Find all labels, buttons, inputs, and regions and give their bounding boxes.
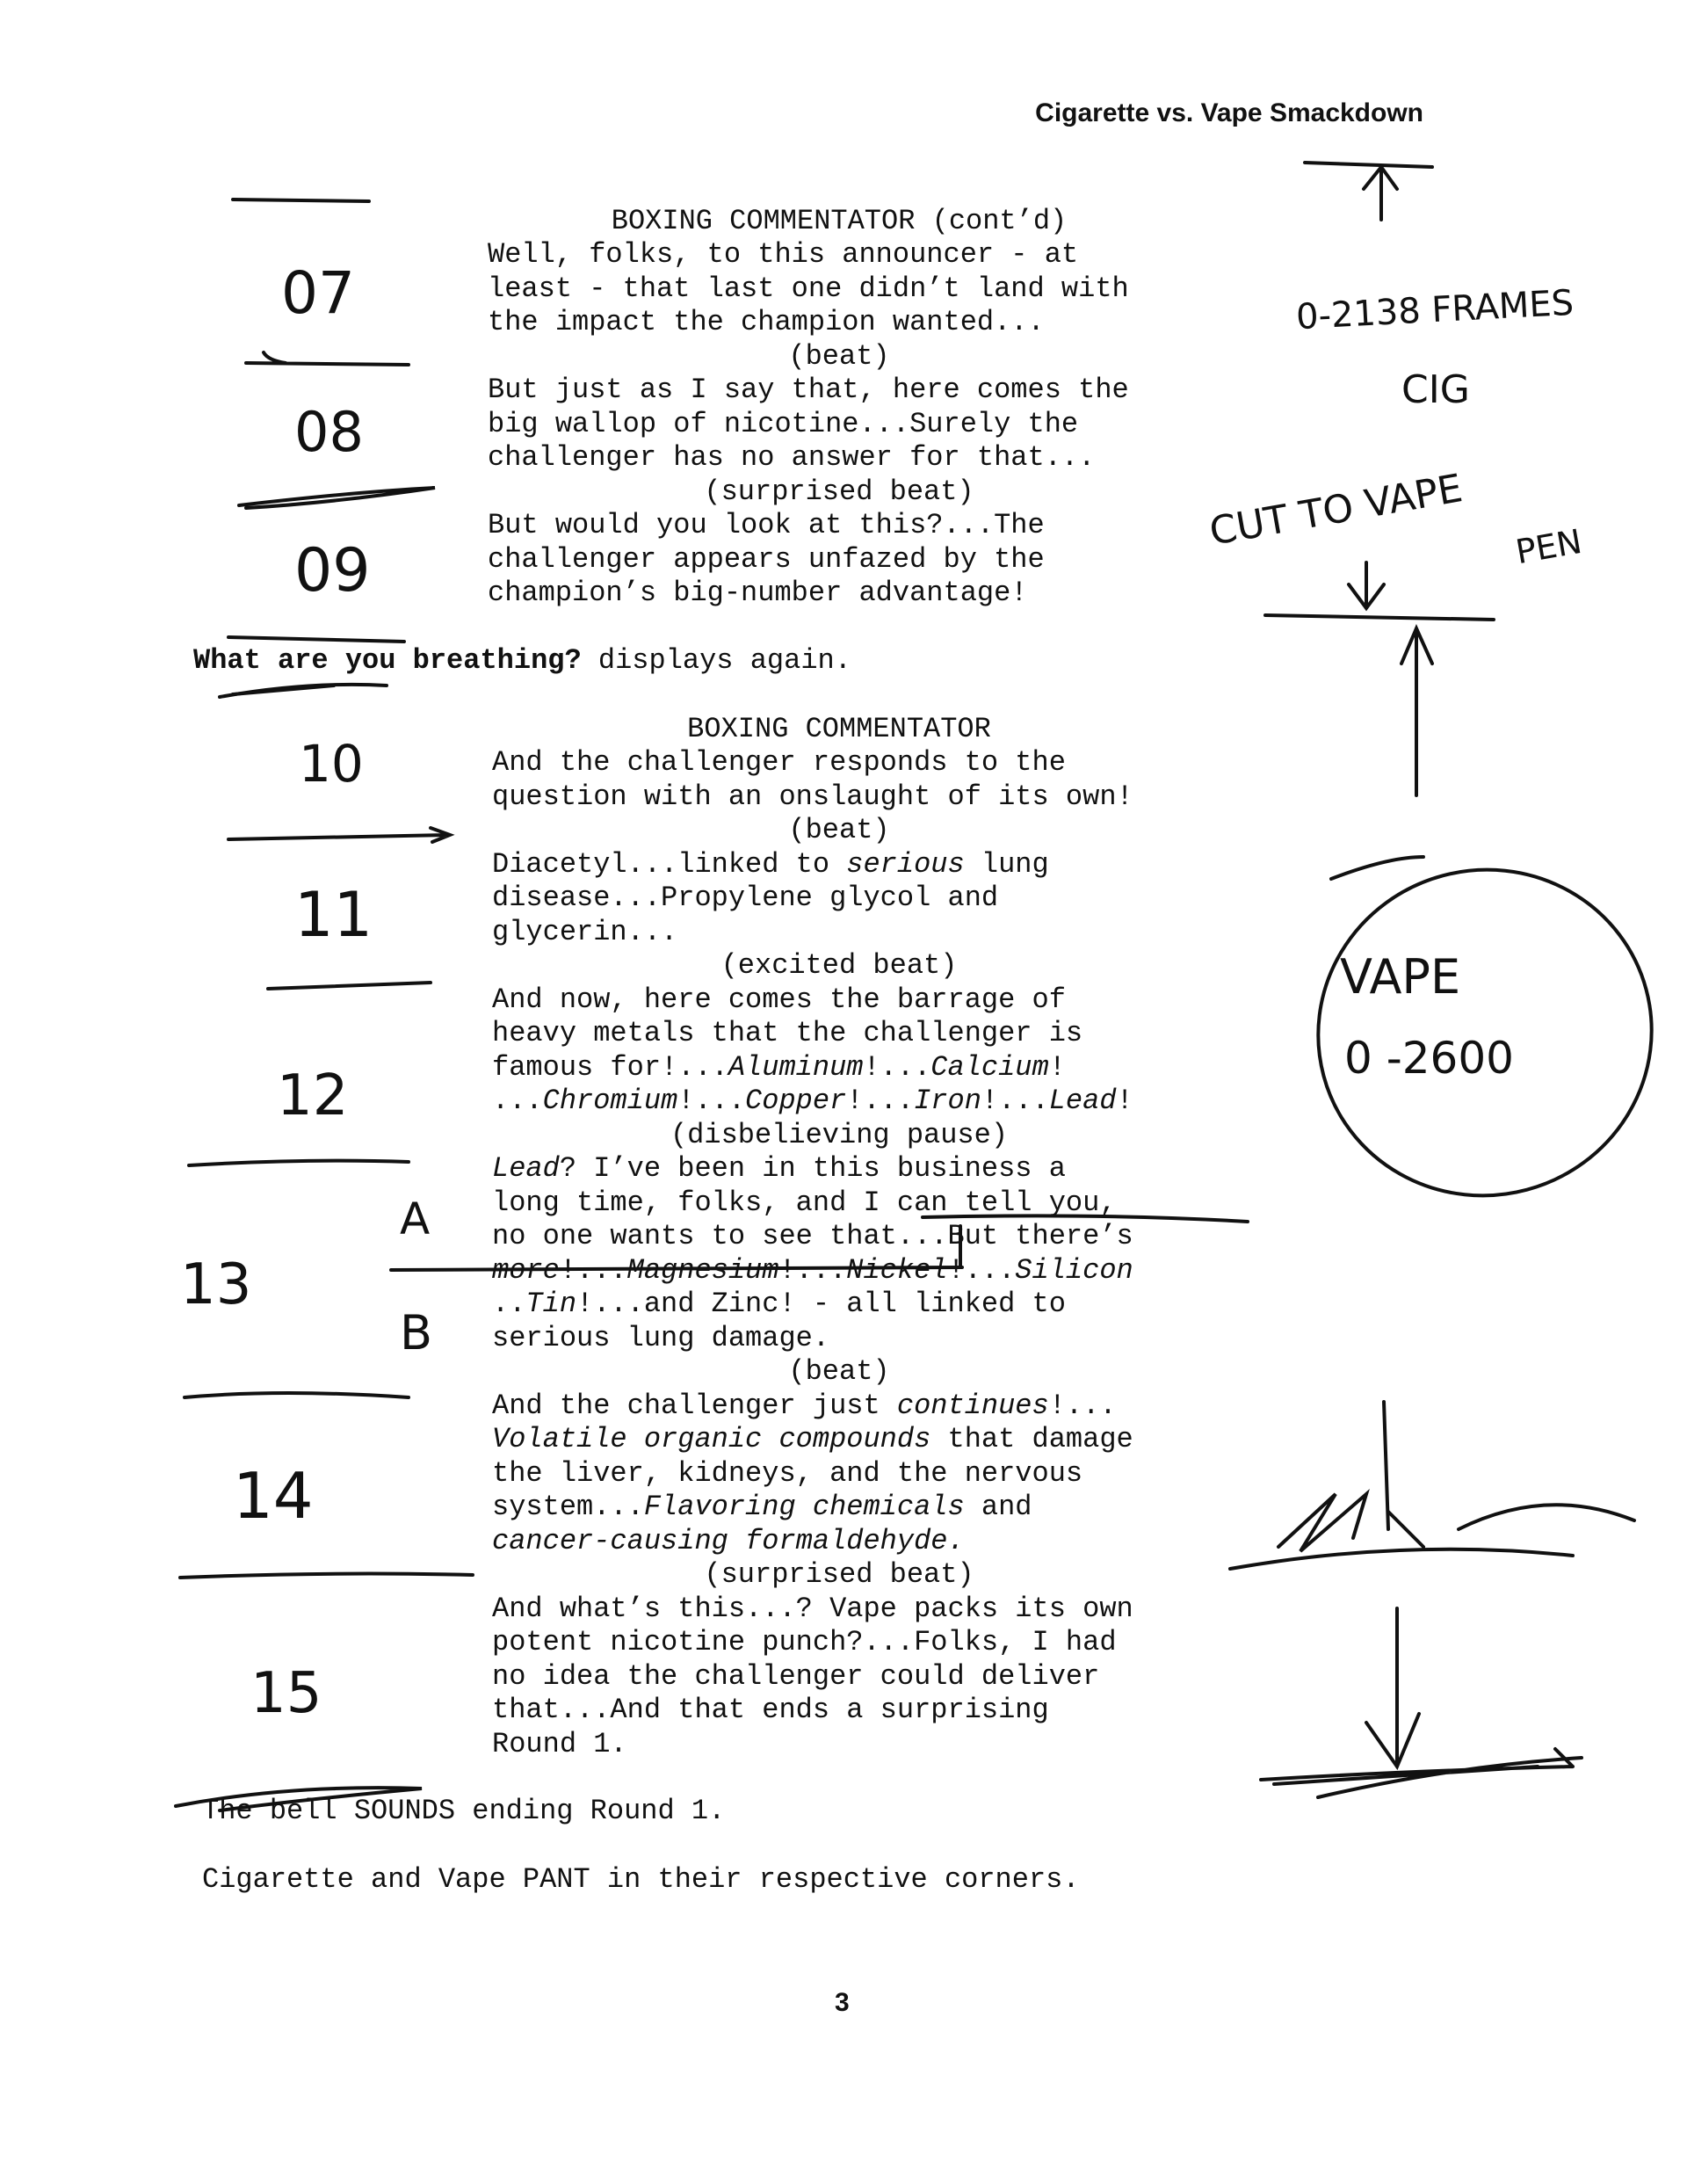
shot-divider-line (246, 352, 409, 365)
shot-number: 14 (233, 1459, 314, 1533)
dialogue-line: And the challenger just continues!... (492, 1389, 1117, 1422)
dialogue-line: champion’s big-number advantage! (488, 577, 1028, 609)
shot-number: 09 (294, 536, 371, 606)
dialogue-line: no idea the challenger could deliver (492, 1660, 1100, 1693)
dialogue-line: system...Flavoring chemicals and (492, 1491, 1032, 1523)
frame-range-note: 0-2138 FRAMES (1295, 282, 1575, 338)
parenthetical: (disbelieving pause) (670, 1119, 1009, 1151)
parenthetical: (surprised beat) (704, 475, 974, 508)
character-cue: BOXING COMMENTATOR (cont’d) (611, 205, 1068, 237)
dialogue-line: ..Tin!...and Zinc! - all linked to (492, 1288, 1066, 1320)
cut-to-note-pen: PEN (1512, 521, 1585, 572)
shot-number: 08 (294, 400, 364, 464)
dialogue-line: Round 1. (492, 1728, 627, 1760)
shot-divider-line (233, 200, 369, 201)
dialogue-line: challenger has no answer for that... (488, 441, 1096, 474)
dialogue-line: question with an onslaught of its own! (492, 780, 1133, 813)
parenthetical: (beat) (788, 814, 890, 846)
dialogue-line: cancer-causing formaldehyde. (492, 1525, 965, 1557)
dialogue-line: potent nicotine punch?...Folks, I had (492, 1626, 1117, 1658)
dialogue-line: serious lung damage. (492, 1322, 830, 1354)
action-text: displays again. (581, 644, 851, 677)
ink-stroke (1331, 857, 1423, 879)
up-arrow (1364, 167, 1397, 220)
action-line: The bell SOUNDS ending Round 1. (202, 1795, 726, 1827)
shot-divider-line (391, 1267, 962, 1270)
dialogue-line: more!...Magnesium!...Nickel!...Silicon (492, 1254, 1133, 1287)
shot-divider-line (228, 637, 404, 642)
shot-divider-line (228, 828, 450, 842)
character-cue: BOXING COMMENTATOR (687, 713, 991, 745)
shot-divider-line (180, 1574, 473, 1578)
dialogue-line: long time, folks, and I can tell you, (492, 1186, 1117, 1219)
end-line (1261, 1749, 1582, 1797)
vape-range-note: 0 -2600 (1344, 1033, 1514, 1084)
shot-divider-line (239, 488, 435, 508)
shot-number: 10 (299, 734, 364, 794)
up-arrow (1401, 628, 1432, 795)
dialogue-line: challenger appears unfazed by the (488, 543, 1045, 576)
dialogue-line: no one wants to see that...But there’s (492, 1220, 1133, 1252)
dialogue-line: Volatile organic compounds that damage (492, 1423, 1133, 1455)
dialogue-line: And now, here comes the barrage of (492, 983, 1066, 1016)
dialogue-line: heavy metals that the challenger is (492, 1017, 1083, 1049)
sub-shot-label: A (400, 1194, 431, 1244)
down-arrow (1349, 562, 1384, 608)
down-arrow (1366, 1608, 1419, 1767)
cig-note: CIG (1401, 367, 1470, 412)
range-line (1265, 615, 1494, 620)
sub-shot-label: B (400, 1305, 433, 1360)
parenthetical: (excited beat) (720, 949, 958, 982)
shot-number: 13 (180, 1252, 252, 1317)
dialogue-line: And the challenger responds to the (492, 746, 1066, 779)
shot-divider-line (220, 685, 387, 697)
dialogue-line: Diacetyl...linked to serious lung (492, 848, 1049, 881)
parenthetical: (surprised beat) (704, 1558, 974, 1591)
dialogue-line: Lead? I’ve been in this business a (492, 1152, 1066, 1185)
dialogue-line: least - that last one didn’t land with (488, 272, 1129, 305)
dialogue-line: disease...Propylene glycol and (492, 882, 999, 914)
cut-to-note: CUT TO VAPE (1206, 466, 1466, 555)
shot-divider-line (189, 1161, 409, 1165)
scribble-mark (1230, 1402, 1634, 1569)
action-line: Cigarette and Vape PANT in their respective corners. (202, 1863, 1080, 1896)
shot-divider-line (268, 983, 431, 989)
shot-number: 11 (294, 879, 373, 951)
shot-divider-line (923, 1215, 1248, 1222)
shot-divider-line (176, 1788, 422, 1810)
page-number: 3 (835, 1988, 850, 2017)
on-screen-text: What are you breathing? (193, 644, 582, 677)
dialogue-line: But just as I say that, here comes the (488, 374, 1129, 406)
vape-circle (1282, 832, 1687, 1233)
shot-number: 15 (250, 1661, 322, 1726)
dialogue-line: big wallop of nicotine...Surely the (488, 408, 1079, 440)
vape-note: VAPE (1340, 949, 1461, 1005)
range-top-line (1305, 163, 1432, 167)
dialogue-line: famous for!...Aluminum!...Calcium! (492, 1051, 1066, 1084)
dialogue-line: But would you look at this?...The (488, 509, 1045, 541)
shot-divider-line (185, 1393, 409, 1397)
parenthetical: (beat) (788, 340, 890, 373)
parenthetical: (beat) (788, 1355, 890, 1388)
dialogue-line: glycerin... (492, 916, 678, 948)
shot-number: 12 (277, 1063, 349, 1128)
shot-number: 07 (281, 259, 355, 327)
dialogue-line: that...And that ends a surprising (492, 1694, 1049, 1726)
dialogue-line: the impact the champion wanted... (488, 306, 1045, 338)
page-header-title: Cigarette vs. Vape Smackdown (1035, 98, 1423, 127)
dialogue-line: And what’s this...? Vape packs its own (492, 1593, 1133, 1625)
dialogue-line: the liver, kidneys, and the nervous (492, 1457, 1083, 1490)
dialogue-line: Well, folks, to this announcer - at (488, 238, 1079, 271)
dialogue-line: ...Chromium!...Copper!...Iron!...Lead! (492, 1085, 1133, 1117)
